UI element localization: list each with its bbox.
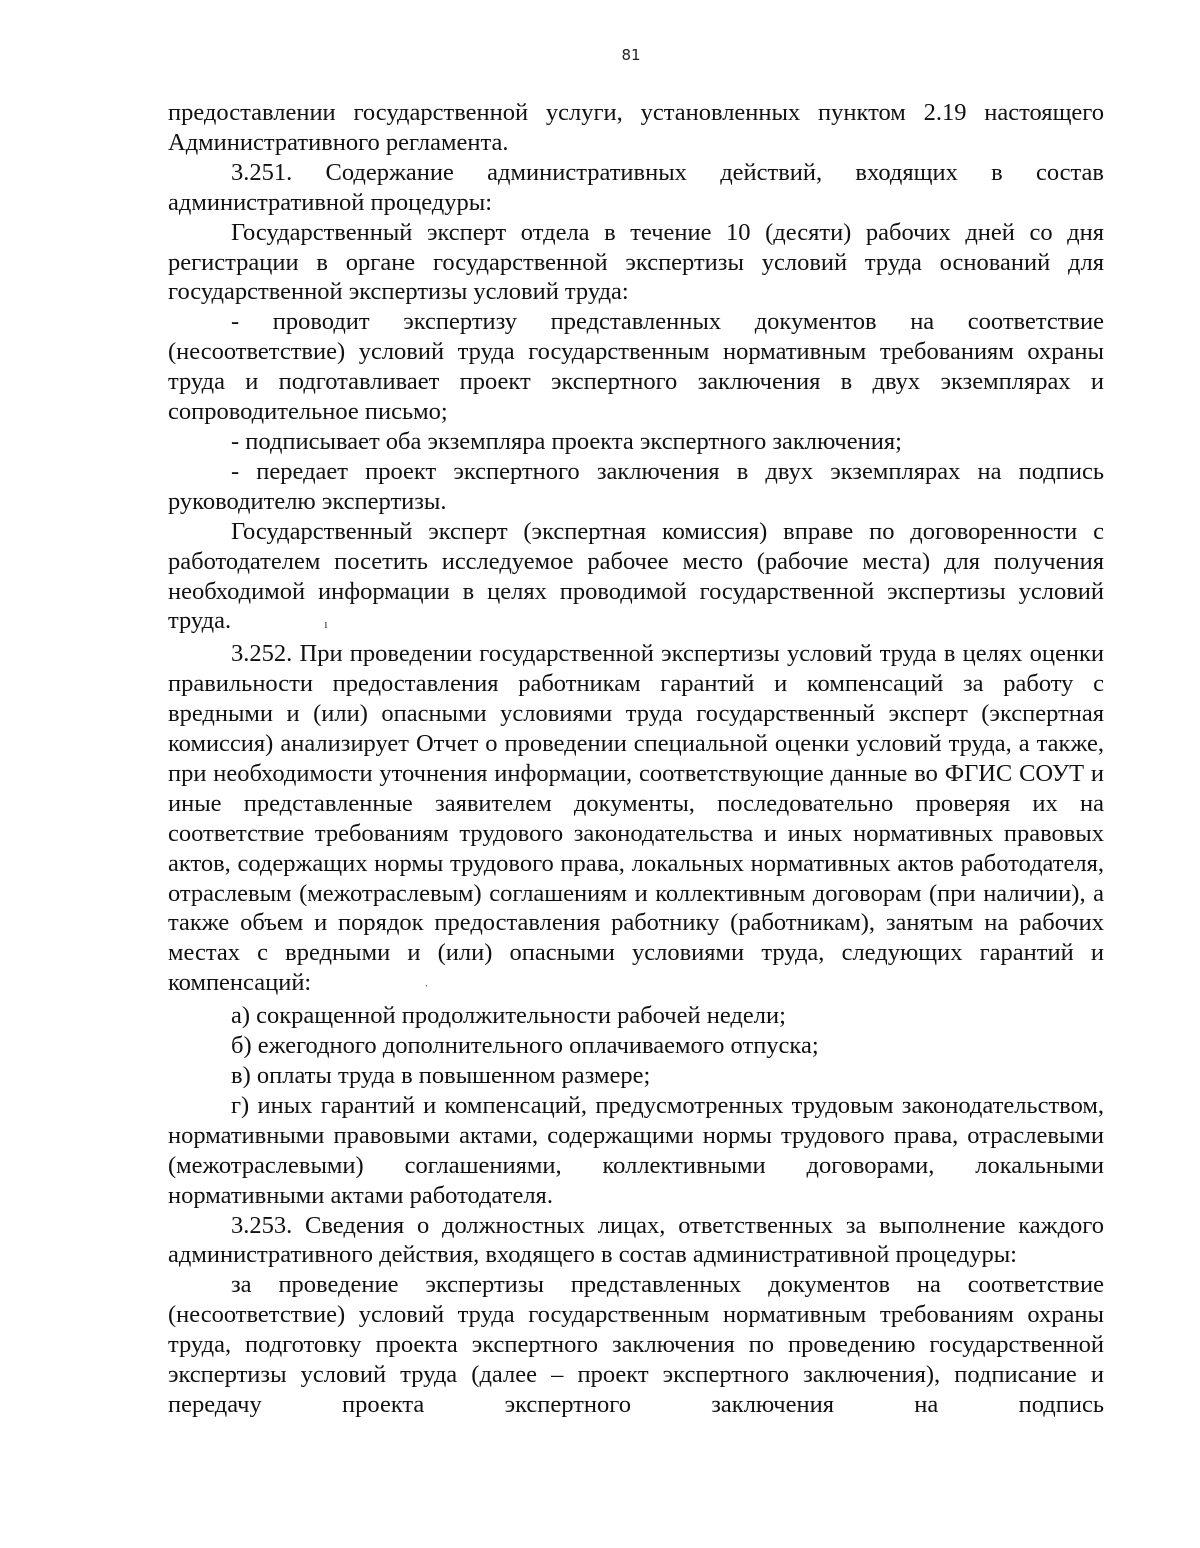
scan-mark: ı [324,616,328,632]
scan-dot: · [424,978,429,994]
document-body [168,98,1104,1420]
list-item-transfers: - передает проект экспертного заключения в двух экземплярах на подпись руководителю экспертизы. [168,457,1104,515]
paragraph-continuation: предоставлении государственной услуги, установленных пунктом 2.19 настоящего Административного регламента. [168,99,1104,156]
list-item-c: в) оплаты труда в повышенном размере; [231,1062,651,1089]
page-number: 81 [621,46,641,64]
list-item-signs: - подписывает оба экземпляра проекта экспертного заключения; [231,427,902,455]
list-item-examination: - проводит экспертизу представленных документов на соответствие (несоответствие) условий труда государственным нормативным требованиям охраны труда и подготавливает проект экспертного заключения в двух экземплярах и сопроводительное письмо; [168,308,1104,426]
paragraph-responsibility: за проведение экспертизы представленных документов на соответствие (несоответствие) условий труда государственным нормативным требованиям охраны труда, подготовку проекта экспертного заключения по проведению государственной экспертизы условий труда (далее – проект экспертного заключения), подписание и передачу проекта экспертного заключения на подпись [168,1271,1104,1418]
paragraph-site-visit-text: Государственный эксперт (экспертная комиссия) вправе по договоренности с работодателем посетить исследуемое рабочее место (рабочие места) для получения необходимой информации в целях проводимой государственной экспертизы условий труда. [168,517,1104,635]
paragraph-expert-duties: Государственный эксперт отдела в течение 10 (десяти) рабочих дней со дня регистрации в органе государственной экспертизы условий труда оснований для государственной экспертизы условий труда: [168,218,1104,306]
list-item-d: г) иных гарантий и компенсаций, предусмотренных трудовым законодательством, нормативными правовыми актами, содержащими нормы трудового права, отраслевыми (межотраслевыми) соглашениями, коллективными договорами, локальными нормативными актами работодателя. [168,1091,1104,1209]
paragraph-3-253: 3.253. Сведения о должностных лицах, ответственных за выполнение каждого административного действия, входящего в состав административной процедуры: [168,1211,1104,1269]
list-item-b: б) ежегодного дополнительного оплачиваемого отпуска; [231,1032,819,1060]
paragraph-3-252 [168,639,1104,1001]
list-item-a: а) сокращенной продолжительности рабочей недели; [231,1002,786,1030]
paragraph-3-252-text: 3.252. При проведении государственной экспертизы условий труда в целях оценки правильности предоставления работникам гарантий и компенсаций за работу с вредными и (или) опасными условиями труда государственный эксперт (экспертная комиссия) анализирует Отчет о проведении специальной оценки условий труда, а также, при необходимости уточнения информации, соответствующие данные во ФГИС СОУТ и иные представленные заявителем документы, последовательно проверяя их на соответствие требованиям трудового законодательства и иных нормативных правовых актов, содержащих нормы трудового права, локальных нормативных актов работодателя, отраслевым (межотраслевым) соглашениям и коллективным договорам (при наличии), а также объем и порядок предоставления работнику (работникам), занятым на рабочих местах с вредными и (или) опасными условиями труда, следующих гарантий и компенсаций: [168,640,1104,997]
paragraph-3-251: 3.251. Содержание административных действий, входящих в состав административной процедуры: [168,158,1104,216]
paragraph-site-visit [168,517,1104,640]
